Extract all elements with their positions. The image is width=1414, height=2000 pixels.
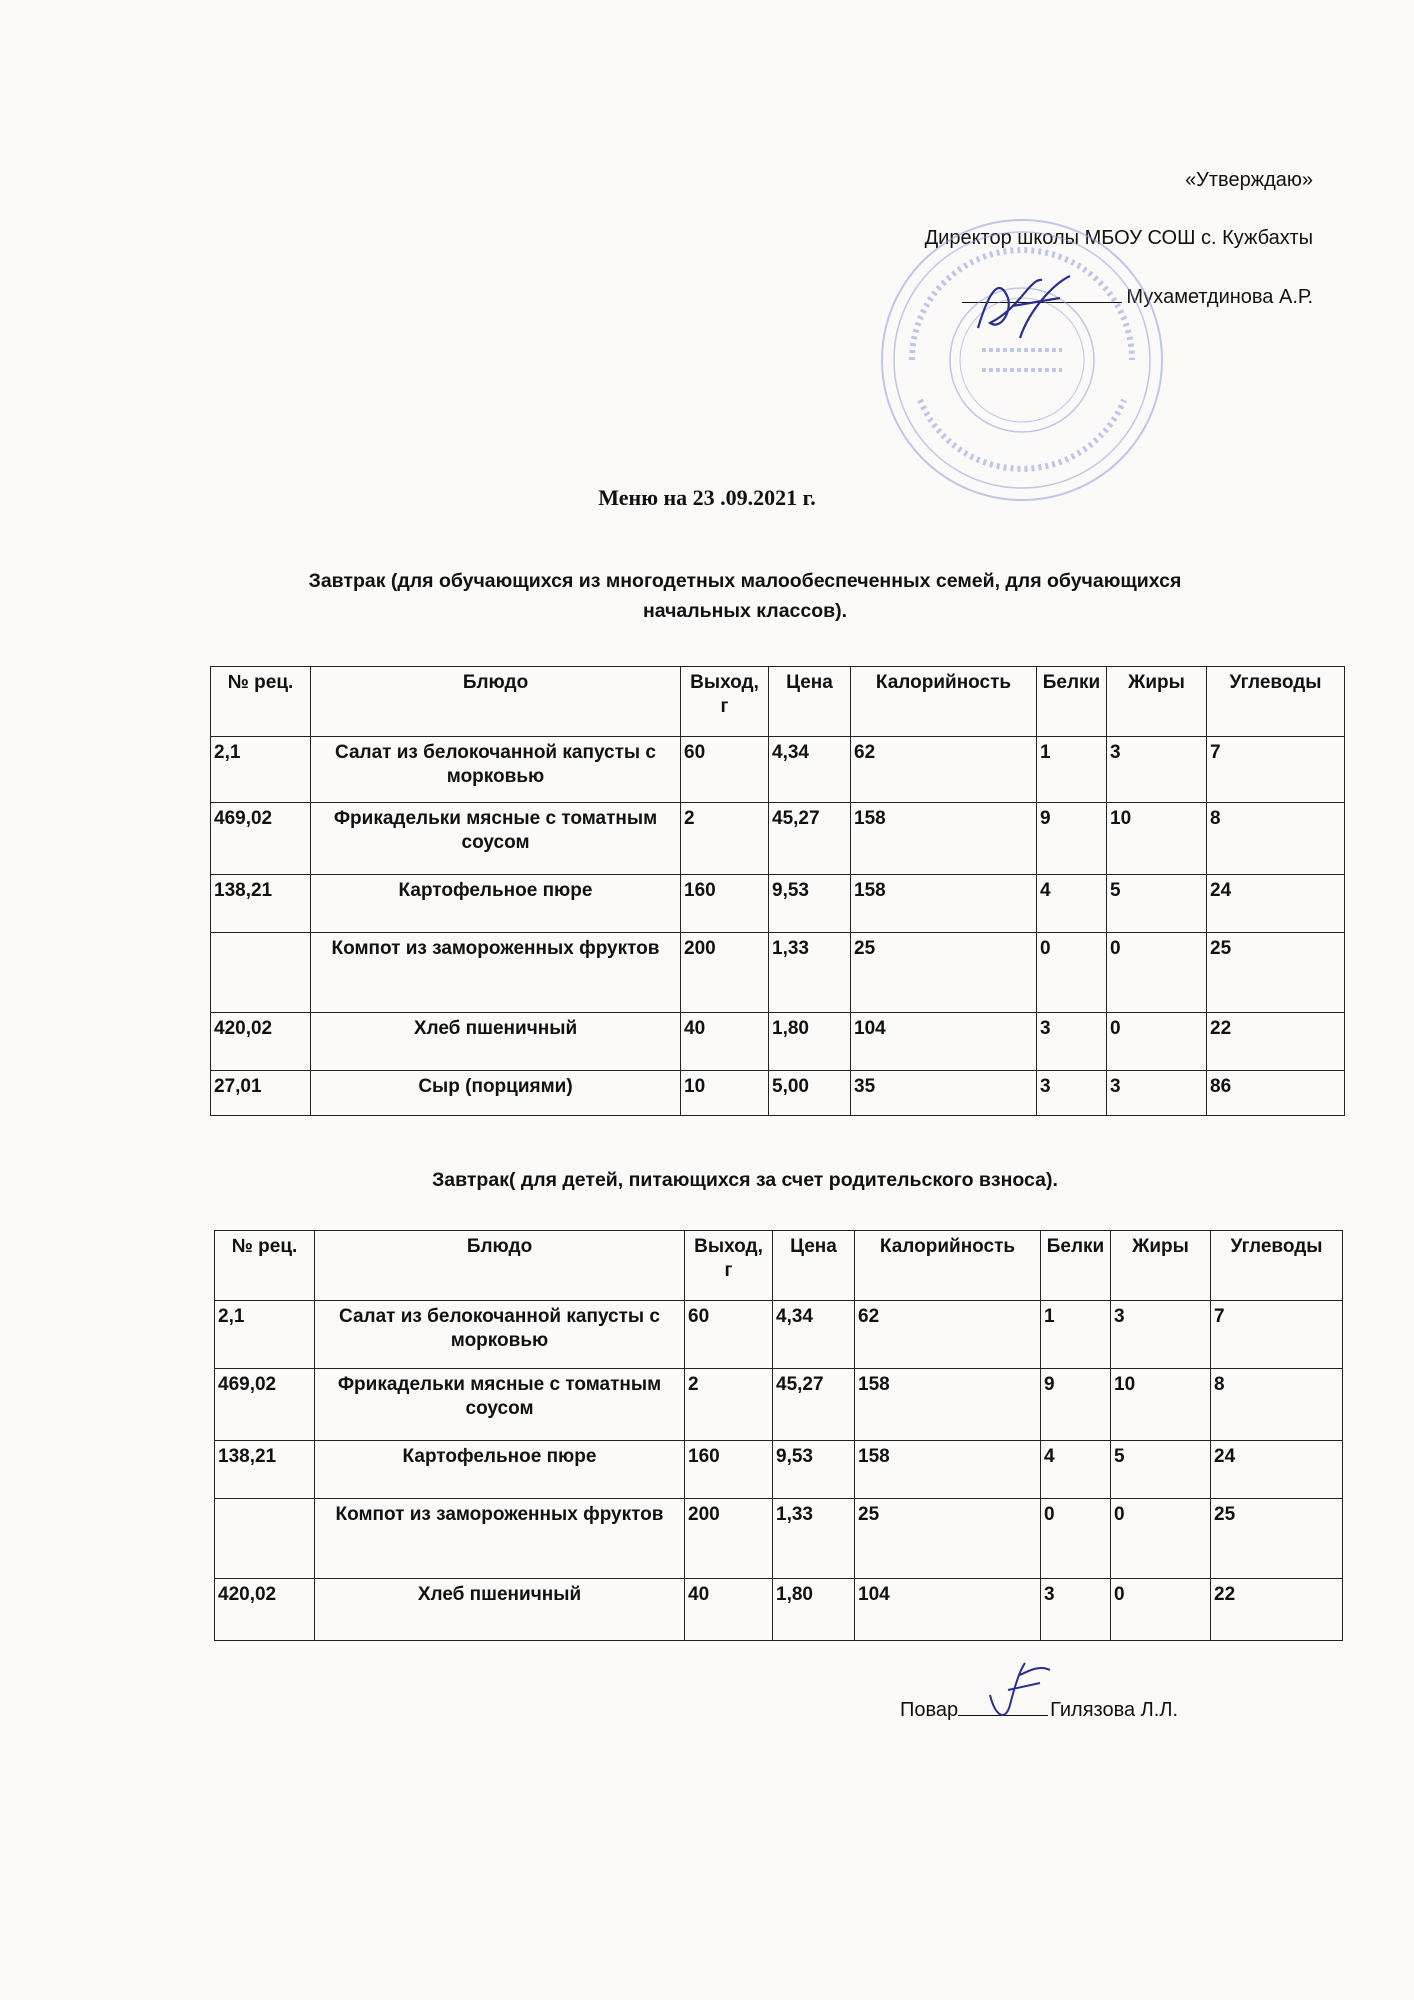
- header-portion: Выход, г: [681, 667, 769, 737]
- menu-table-1: [210, 666, 1345, 1116]
- proteins: 4: [1037, 875, 1107, 933]
- carbohydrates: 24: [1207, 875, 1345, 933]
- portion-weight: 200: [681, 933, 769, 1013]
- table-row: [215, 1579, 1343, 1641]
- calories: 25: [855, 1499, 1041, 1579]
- header-dish: Блюдо: [315, 1231, 685, 1301]
- dish-name: Сыр (порциями): [311, 1071, 681, 1116]
- table-row: [215, 1441, 1343, 1499]
- fats: 3: [1111, 1301, 1211, 1369]
- calories: 158: [855, 1441, 1041, 1499]
- calories: 35: [851, 1071, 1037, 1116]
- recipe-number: 469,02: [211, 803, 311, 875]
- header-calories: Калорийность: [851, 667, 1037, 737]
- fats: 10: [1107, 803, 1207, 875]
- dish-name: Салат из белокочанной капусты с морковью: [311, 737, 681, 803]
- cook-label: Повар: [900, 1699, 959, 1721]
- proteins: 9: [1041, 1369, 1111, 1441]
- header-portion: Выход, г: [685, 1231, 773, 1301]
- section1-title-line2: начальных классов).: [642, 600, 848, 623]
- price: 4,34: [773, 1301, 855, 1369]
- portion-weight: 2: [681, 803, 769, 875]
- director-title: Директор школы МБОУ СОШ с. Кужбахты: [924, 227, 1313, 249]
- header-carbohydrates: Углеводы: [1211, 1231, 1343, 1301]
- carbohydrates: 7: [1207, 737, 1345, 803]
- recipe-number: 420,02: [215, 1579, 315, 1641]
- recipe-number: 420,02: [211, 1013, 311, 1071]
- fats: 0: [1111, 1579, 1211, 1641]
- proteins: 1: [1041, 1301, 1111, 1369]
- table-row: [215, 1301, 1343, 1369]
- header-fats: Жиры: [1107, 667, 1207, 737]
- table-row: [215, 1499, 1343, 1579]
- carbohydrates: 25: [1207, 933, 1345, 1013]
- proteins: 3: [1037, 1013, 1107, 1071]
- proteins: 0: [1041, 1499, 1111, 1579]
- header-fats: Жиры: [1111, 1231, 1211, 1301]
- proteins: 0: [1037, 933, 1107, 1013]
- header-recipe-number: № рец.: [211, 667, 311, 737]
- page-title: Меню на 23 .09.2021 г.: [598, 485, 816, 510]
- director-name: Мухаметдинова А.Р.: [1126, 286, 1313, 308]
- recipe-number: 138,21: [211, 875, 311, 933]
- price: 45,27: [769, 803, 851, 875]
- header-calories: Калорийность: [855, 1231, 1041, 1301]
- header-recipe-number: № рец.: [215, 1231, 315, 1301]
- calories: 158: [851, 803, 1037, 875]
- dish-name: Картофельное пюре: [315, 1441, 685, 1499]
- portion-weight: 200: [685, 1499, 773, 1579]
- price: 1,33: [769, 933, 851, 1013]
- fats: 0: [1107, 1013, 1207, 1071]
- carbohydrates: 22: [1211, 1579, 1343, 1641]
- section1-title-line1: Завтрак (для обучающихся из многодетных малообеспеченных семей, для обучающихся: [308, 570, 1182, 592]
- table-row: [215, 1369, 1343, 1441]
- price: 1,33: [773, 1499, 855, 1579]
- table-row: [211, 933, 1345, 1013]
- carbohydrates: 86: [1207, 1071, 1345, 1116]
- price: 4,34: [769, 737, 851, 803]
- portion-weight: 10: [681, 1071, 769, 1116]
- section1-title: [160, 566, 1330, 626]
- portion-weight: 40: [685, 1579, 773, 1641]
- proteins: 1: [1037, 737, 1107, 803]
- fats: 5: [1111, 1441, 1211, 1499]
- dish-name: Картофельное пюре: [311, 875, 681, 933]
- carbohydrates: 24: [1211, 1441, 1343, 1499]
- header-carbohydrates: Углеводы: [1207, 667, 1345, 737]
- header-price: Цена: [773, 1231, 855, 1301]
- price: 9,53: [773, 1441, 855, 1499]
- portion-weight: 160: [681, 875, 769, 933]
- table-row: [211, 1013, 1345, 1071]
- portion-weight: 40: [681, 1013, 769, 1071]
- calories: 62: [851, 737, 1037, 803]
- proteins: 9: [1037, 803, 1107, 875]
- carbohydrates: 8: [1211, 1369, 1343, 1441]
- header-price: Цена: [769, 667, 851, 737]
- proteins: 4: [1041, 1441, 1111, 1499]
- price: 45,27: [773, 1369, 855, 1441]
- cook-name: Гилязова Л.Л.: [1050, 1699, 1179, 1721]
- price: 5,00: [769, 1071, 851, 1116]
- school-stamp: [872, 210, 1172, 510]
- fats: 3: [1107, 1071, 1207, 1116]
- section2-title: Завтрак( для детей, питающихся за счет родительского взноса).: [432, 1169, 1058, 1191]
- table-row: [211, 737, 1345, 803]
- portion-weight: 2: [685, 1369, 773, 1441]
- recipe-number: [211, 933, 311, 1013]
- calories: 62: [855, 1301, 1041, 1369]
- carbohydrates: 8: [1207, 803, 1345, 875]
- recipe-number: 469,02: [215, 1369, 315, 1441]
- dish-name: Фрикадельки мясные с томатным соусом: [315, 1369, 685, 1441]
- recipe-number: 2,1: [215, 1301, 315, 1369]
- director-signature: [960, 268, 1080, 348]
- portion-weight: 60: [681, 737, 769, 803]
- fats: 0: [1111, 1499, 1211, 1579]
- menu-table-2: [214, 1230, 1343, 1641]
- dish-name: Салат из белокочанной капусты с морковью: [315, 1301, 685, 1369]
- recipe-number: 138,21: [215, 1441, 315, 1499]
- fats: 5: [1107, 875, 1207, 933]
- cook-signature: [980, 1655, 1060, 1725]
- carbohydrates: 25: [1211, 1499, 1343, 1579]
- table-row: [211, 803, 1345, 875]
- proteins: 3: [1037, 1071, 1107, 1116]
- price: 9,53: [769, 875, 851, 933]
- calories: 25: [851, 933, 1037, 1013]
- dish-name: Хлеб пшеничный: [315, 1579, 685, 1641]
- calories: 158: [855, 1369, 1041, 1441]
- dish-name: Компот из замороженных фруктов: [315, 1499, 685, 1579]
- calories: 158: [851, 875, 1037, 933]
- table-row: [211, 1071, 1345, 1116]
- header-proteins: Белки: [1037, 667, 1107, 737]
- recipe-number: 27,01: [211, 1071, 311, 1116]
- header-proteins: Белки: [1041, 1231, 1111, 1301]
- recipe-number: [215, 1499, 315, 1579]
- dish-name: Компот из замороженных фруктов: [311, 933, 681, 1013]
- dish-name: Хлеб пшеничный: [311, 1013, 681, 1071]
- recipe-number: 2,1: [211, 737, 311, 803]
- fats: 10: [1111, 1369, 1211, 1441]
- fats: 0: [1107, 933, 1207, 1013]
- carbohydrates: 22: [1207, 1013, 1345, 1071]
- header-dish: Блюдо: [311, 667, 681, 737]
- carbohydrates: 7: [1211, 1301, 1343, 1369]
- portion-weight: 160: [685, 1441, 773, 1499]
- fats: 3: [1107, 737, 1207, 803]
- price: 1,80: [773, 1579, 855, 1641]
- calories: 104: [851, 1013, 1037, 1071]
- table-row: [211, 875, 1345, 933]
- portion-weight: 60: [685, 1301, 773, 1369]
- dish-name: Фрикадельки мясные с томатным соусом: [311, 803, 681, 875]
- calories: 104: [855, 1579, 1041, 1641]
- price: 1,80: [769, 1013, 851, 1071]
- proteins: 3: [1041, 1579, 1111, 1641]
- approval-label: «Утверждаю»: [1185, 169, 1313, 191]
